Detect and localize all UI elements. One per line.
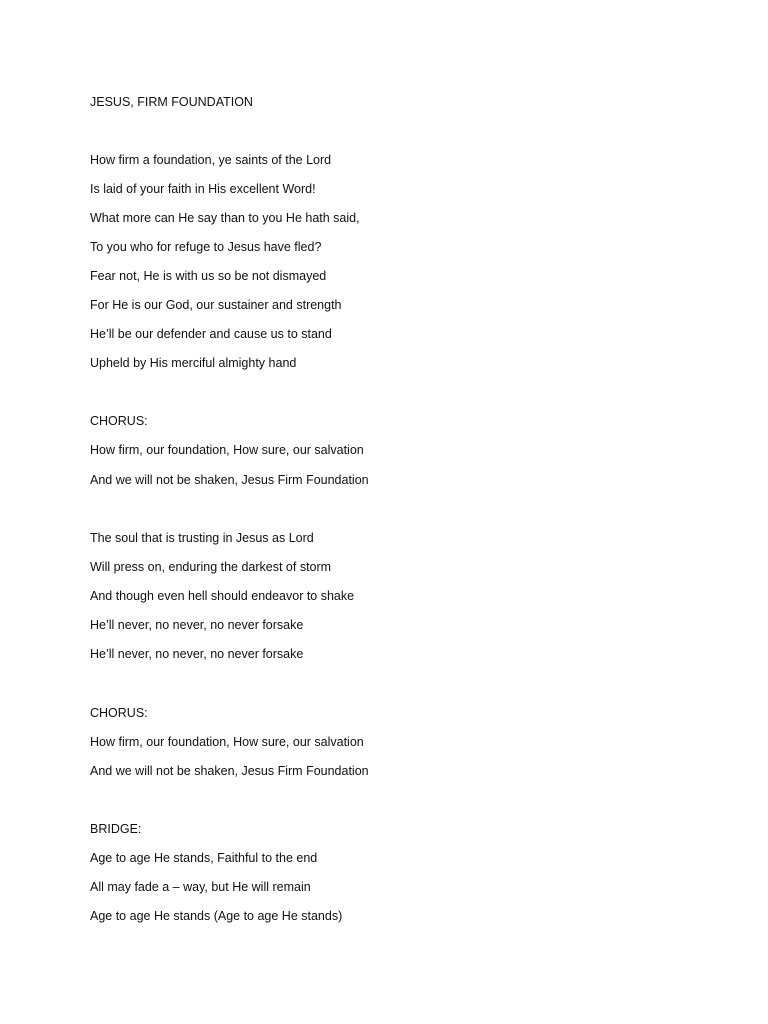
song-title: JESUS, FIRM FOUNDATION [90, 95, 253, 109]
verse-2-line-4: He’ll never, no never, no never forsake [90, 618, 304, 632]
chorus-1-label: CHORUS: [90, 414, 148, 428]
verse-1-line-1: How firm a foundation, ye saints of the Lord [90, 153, 332, 167]
verse-2-line-3: And though even hell should endeavor to shake [90, 589, 355, 603]
verse-2-line-1: The soul that is trusting in Jesus as Lord [90, 531, 314, 545]
bridge-line-3: Age to age He stands (Age to age He stands) [90, 909, 343, 923]
bridge-label: BRIDGE: [90, 822, 142, 836]
verse-1-line-7: He’ll be our defender and cause us to stand [90, 327, 332, 341]
chorus-2-line-2: And we will not be shaken, Jesus Firm Foundation [90, 764, 369, 778]
bridge-line-1: Age to age He stands, Faithful to the end [90, 851, 318, 865]
verse-2-line-2: Will press on, enduring the darkest of storm [90, 560, 332, 574]
verse-1-line-5: Fear not, He is with us so be not dismayed [90, 269, 327, 283]
bridge-line-2: All may fade a – way, but He will remain [90, 880, 311, 894]
chorus-2-label: CHORUS: [90, 706, 148, 720]
verse-1-line-6: For He is our God, our sustainer and strength [90, 298, 342, 312]
verse-2-line-5: He’ll never, no never, no never forsake [90, 647, 304, 661]
chorus-1-line-2: And we will not be shaken, Jesus Firm Foundation [90, 473, 369, 487]
chorus-1-line-1: How firm, our foundation, How sure, our salvation [90, 443, 364, 457]
verse-1-line-4: To you who for refuge to Jesus have fled? [90, 240, 322, 254]
chorus-2-line-1: How firm, our foundation, How sure, our salvation [90, 735, 364, 749]
verse-1-line-8: Upheld by His merciful almighty hand [90, 356, 297, 370]
verse-1-line-2: Is laid of your faith in His excellent Word! [90, 182, 316, 196]
verse-1-line-3: What more can He say than to you He hath said, [90, 211, 360, 225]
